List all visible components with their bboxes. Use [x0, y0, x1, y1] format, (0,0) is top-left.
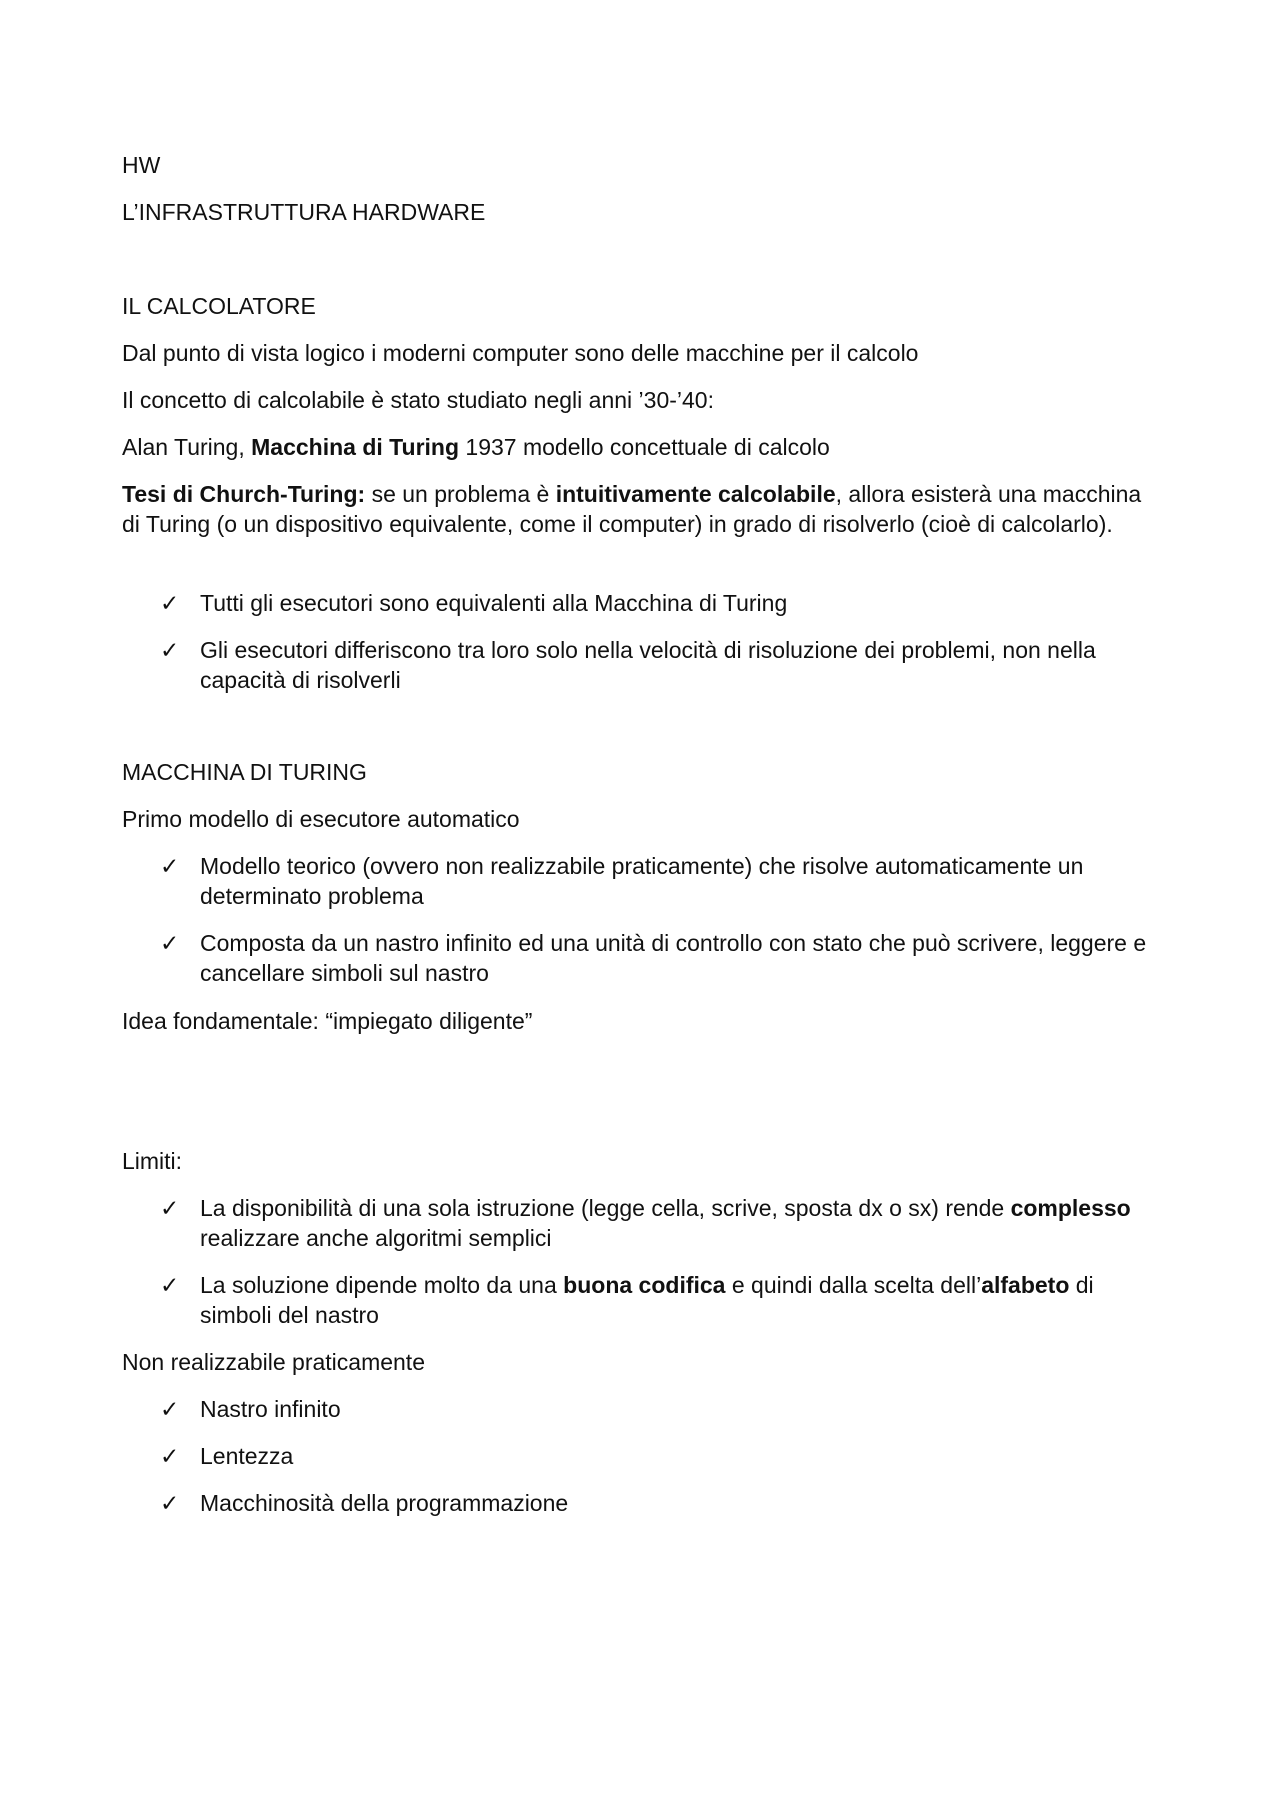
check-icon: ✓ [160, 1490, 180, 1516]
check-icon: ✓ [160, 1443, 180, 1469]
list-item: La disponibilità di una sola istruzione (legge cella, scrive, sposta dx o sx) rende complesso realizzare anche algoritmi semplici [200, 1195, 1131, 1251]
doc-title-infrastruttura: L’INFRASTRUTTURA HARDWARE [122, 199, 486, 225]
list-item: Modello teorico (ovvero non realizzabile praticamente) che risolve automaticamente un determinato problema [200, 853, 1084, 909]
list-item: Gli esecutori differiscono tra loro solo nella velocità di risoluzione dei problemi, non nella capacità di risolverli [200, 637, 1096, 693]
section-heading-macchina: MACCHINA DI TURING [122, 759, 367, 785]
check-icon: ✓ [160, 1272, 180, 1298]
list-item: Nastro infinito [200, 1396, 341, 1422]
list-item: Composta da un nastro infinito ed una unità di controllo con stato che può scrivere, leggere e cancellare simboli sul nastro [200, 930, 1147, 986]
check-icon: ✓ [160, 853, 180, 879]
paragraph: Il concetto di calcolabile è stato studiato negli anni ’30-’40: [122, 387, 714, 413]
list-item: La soluzione dipende molto da una buona codifica e quindi dalla scelta dell’alfabeto di simboli del nastro [200, 1272, 1094, 1328]
check-icon: ✓ [160, 930, 180, 956]
section-heading-calcolatore: IL CALCOLATORE [122, 293, 316, 319]
paragraph-alan-turing: Alan Turing, Macchina di Turing 1937 modello concettuale di calcolo [122, 434, 830, 460]
paragraph-idea: Idea fondamentale: “impiegato diligente” [122, 1008, 533, 1034]
paragraph: Non realizzabile praticamente [122, 1349, 425, 1375]
check-icon: ✓ [160, 590, 180, 616]
paragraph: Primo modello di esecutore automatico [122, 806, 520, 832]
check-icon: ✓ [160, 1195, 180, 1221]
section-heading-limiti: Limiti: [122, 1148, 183, 1174]
check-icon: ✓ [160, 1396, 180, 1422]
doc-title-hw: HW [122, 152, 161, 178]
check-icon: ✓ [160, 637, 180, 663]
list-item: Macchinosità della programmazione [200, 1490, 569, 1516]
paragraph-church-turing: Tesi di Church-Turing: se un problema è intuitivamente calcolabile, allora esisterà una macchina di Turing (o un dispositivo equivalente, come il computer) in grado di risolverlo (cioè di calcolarlo). [122, 481, 1142, 537]
paragraph: Dal punto di vista logico i moderni computer sono delle macchine per il calcolo [122, 340, 919, 366]
list-item: Lentezza [200, 1443, 294, 1469]
list-item: Tutti gli esecutori sono equivalenti alla Macchina di Turing [200, 590, 788, 616]
